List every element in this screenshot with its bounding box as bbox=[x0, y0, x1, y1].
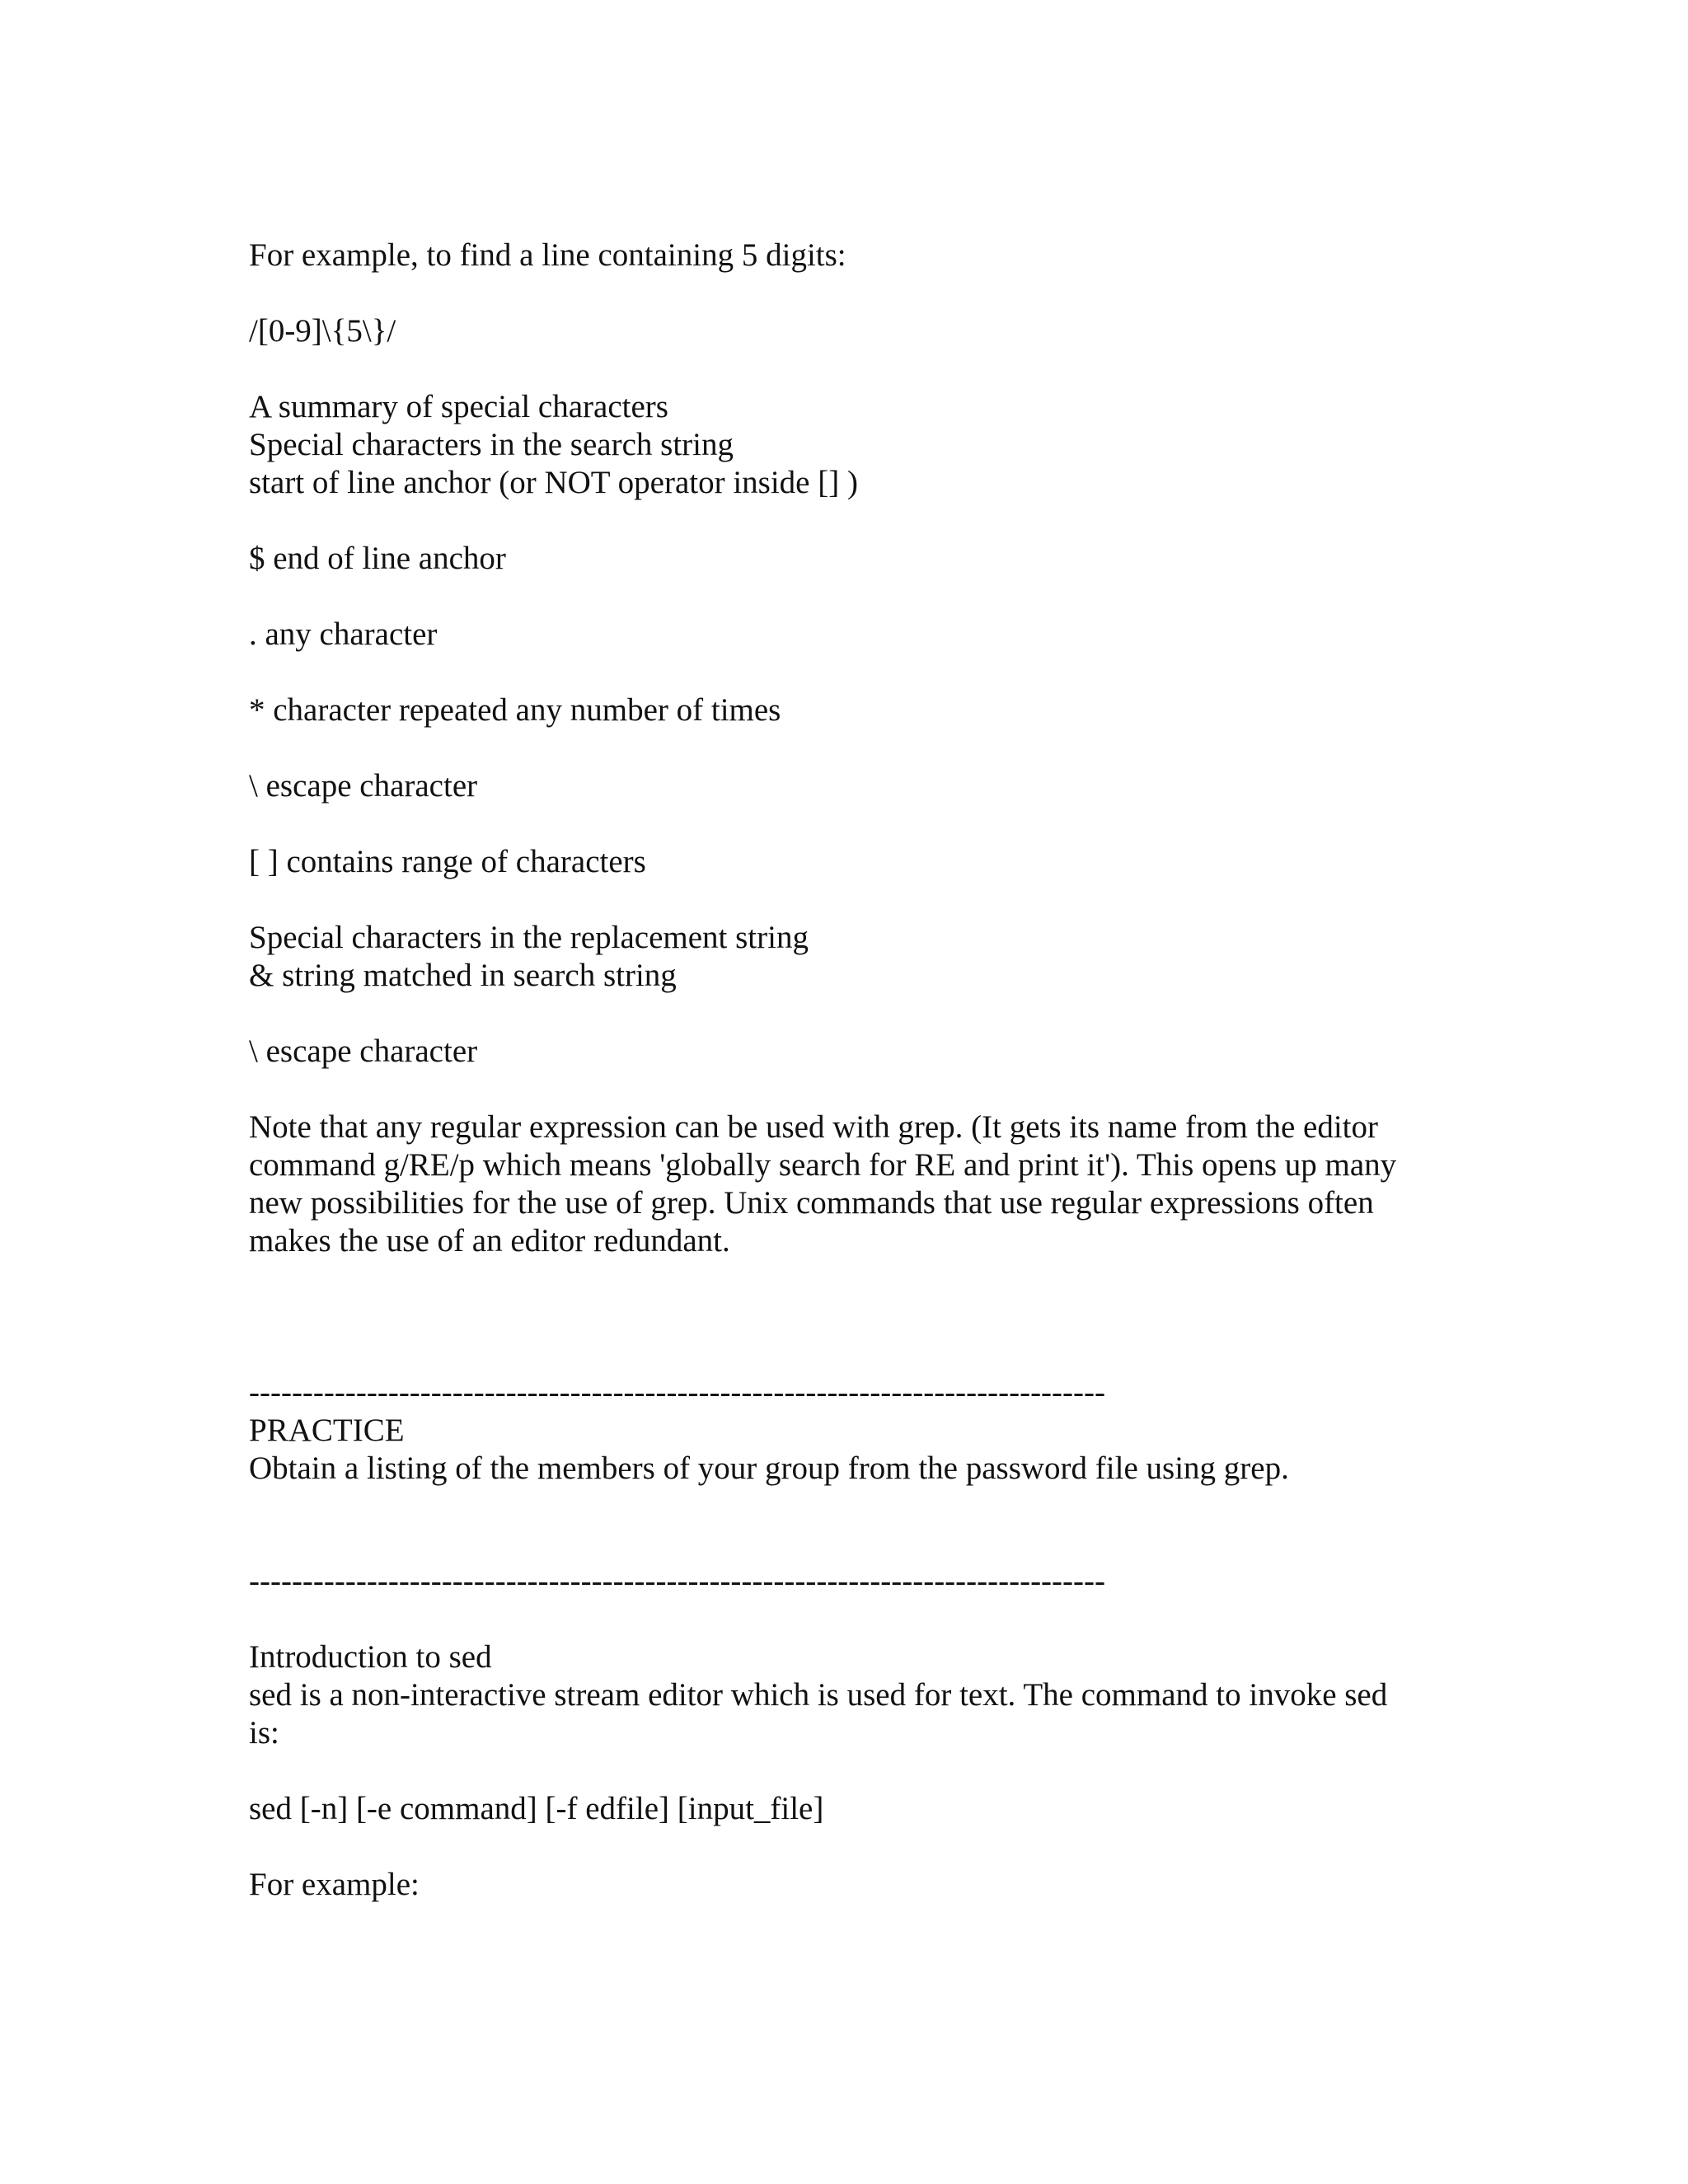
sed-intro-line-1: sed is a non-interactive stream editor which is used for text. The command to invoke sed bbox=[249, 1677, 1388, 1713]
note-line-2: command g/RE/p which means 'globally search for RE and print it'). This opens up many bbox=[249, 1147, 1397, 1183]
search-item-end-anchor: $ end of line anchor bbox=[249, 541, 506, 576]
search-item-escape: \ escape character bbox=[249, 768, 478, 804]
sed-intro-line-2: is: bbox=[249, 1715, 279, 1750]
note-line-4: makes the use of an editor redundant. bbox=[249, 1223, 730, 1258]
practice-text: Obtain a listing of the members of your group from the password file using grep. bbox=[249, 1451, 1289, 1486]
sed-syntax: sed [-n] [-e command] [-f edfile] [input_file] bbox=[249, 1791, 824, 1826]
note-line-3: new possibilities for the use of grep. Unix commands that use regular expressions often bbox=[249, 1185, 1374, 1221]
note-line-1: Note that any regular expression can be used with grep. (It gets its name from the editor bbox=[249, 1109, 1378, 1145]
example-intro-text: For example, to find a line containing 5 digits: bbox=[249, 237, 846, 273]
practice-heading: PRACTICE bbox=[249, 1413, 405, 1448]
search-item-repeat: * character repeated any number of times bbox=[249, 692, 781, 728]
regex-example: /[0-9]\{5\}/ bbox=[249, 313, 396, 349]
search-string-heading: Special characters in the search string bbox=[249, 427, 734, 462]
search-item-start-anchor: start of line anchor (or NOT operator inside [] ) bbox=[249, 465, 858, 500]
replacement-item-match: & string matched in search string bbox=[249, 958, 677, 993]
search-item-any-character: . any character bbox=[249, 616, 438, 652]
replacement-item-escape: \ escape character bbox=[249, 1033, 478, 1069]
replacement-string-heading: Special characters in the replacement string bbox=[249, 920, 809, 955]
separator-line-bottom: -------------------------------------------------------------------------------- bbox=[249, 1563, 1105, 1599]
summary-heading: A summary of special characters bbox=[249, 389, 668, 424]
sed-example-intro: For example: bbox=[249, 1867, 420, 1902]
sed-heading: Introduction to sed bbox=[249, 1639, 492, 1675]
separator-line-top: -------------------------------------------------------------------------------- bbox=[249, 1375, 1105, 1410]
search-item-range: [ ] contains range of characters bbox=[249, 844, 646, 879]
